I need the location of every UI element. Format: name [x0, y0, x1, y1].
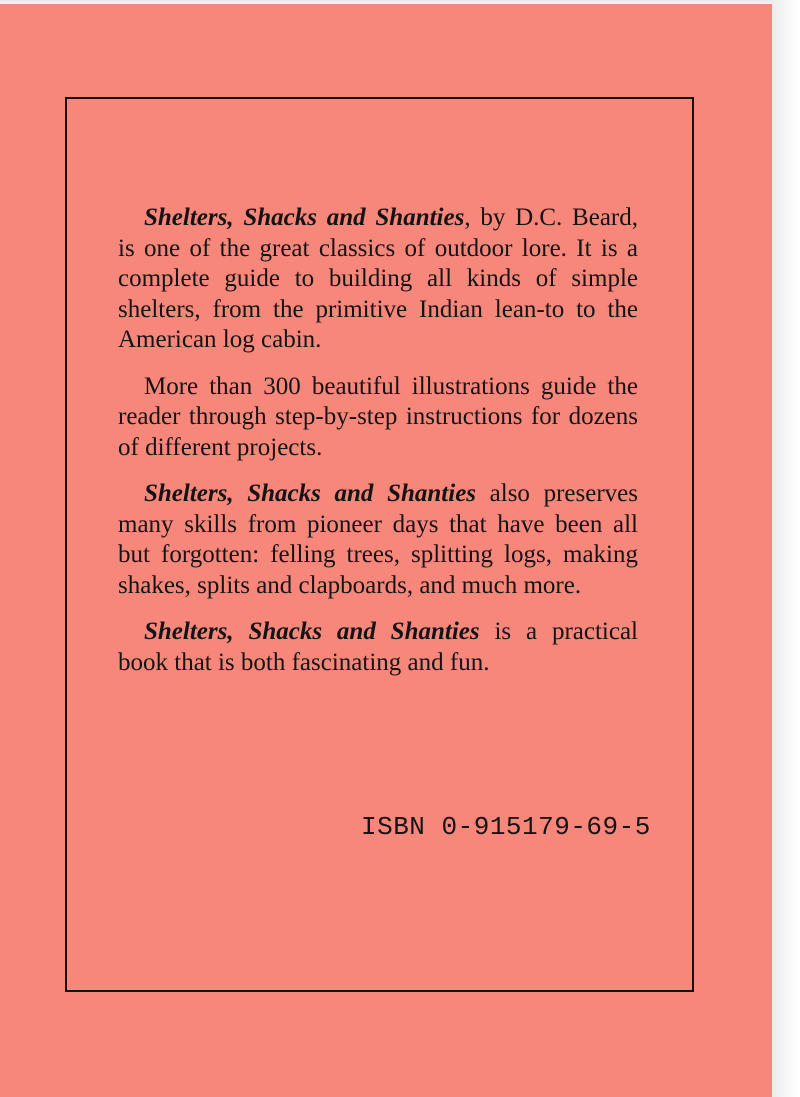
blurb-paragraph-1-text: , by D.C. Beard, is one of the great classics of outdoor lore. It is a complete guide to building all kinds of simple shelters, from the primitive Indian lean-to to the American log cabin. [118, 204, 638, 353]
blurb-paragraph-2-text: More than 300 beautiful illustrations guide the reader through step-by-step instructions for dozens of different projects. [118, 372, 638, 461]
page-edge-right [772, 0, 800, 1097]
blurb-paragraph-3 [118, 479, 638, 601]
blurb-paragraph-4 [118, 617, 638, 678]
blurb-text [118, 203, 638, 694]
blurb-paragraph-1 [118, 203, 638, 356]
blurb-paragraph-3-text: also preserves many skills from pioneer days that have been all but forgotten: felling trees, splitting logs, making shakes, splits and clapboards, and much more. [118, 480, 638, 599]
book-title: Shelters, Shacks and Shanties [144, 480, 477, 507]
blurb-paragraph-4-text: is a practical book that is both fascinating and fun. [118, 618, 638, 676]
blurb-paragraph-2 [118, 372, 638, 464]
page-edge-top [0, 0, 800, 4]
book-title: Shelters, Shacks and Shanties [144, 618, 480, 645]
book-title: Shelters, Shacks and Shanties [144, 204, 465, 231]
isbn-number: ISBN 0-915179-69-5 [361, 812, 651, 842]
